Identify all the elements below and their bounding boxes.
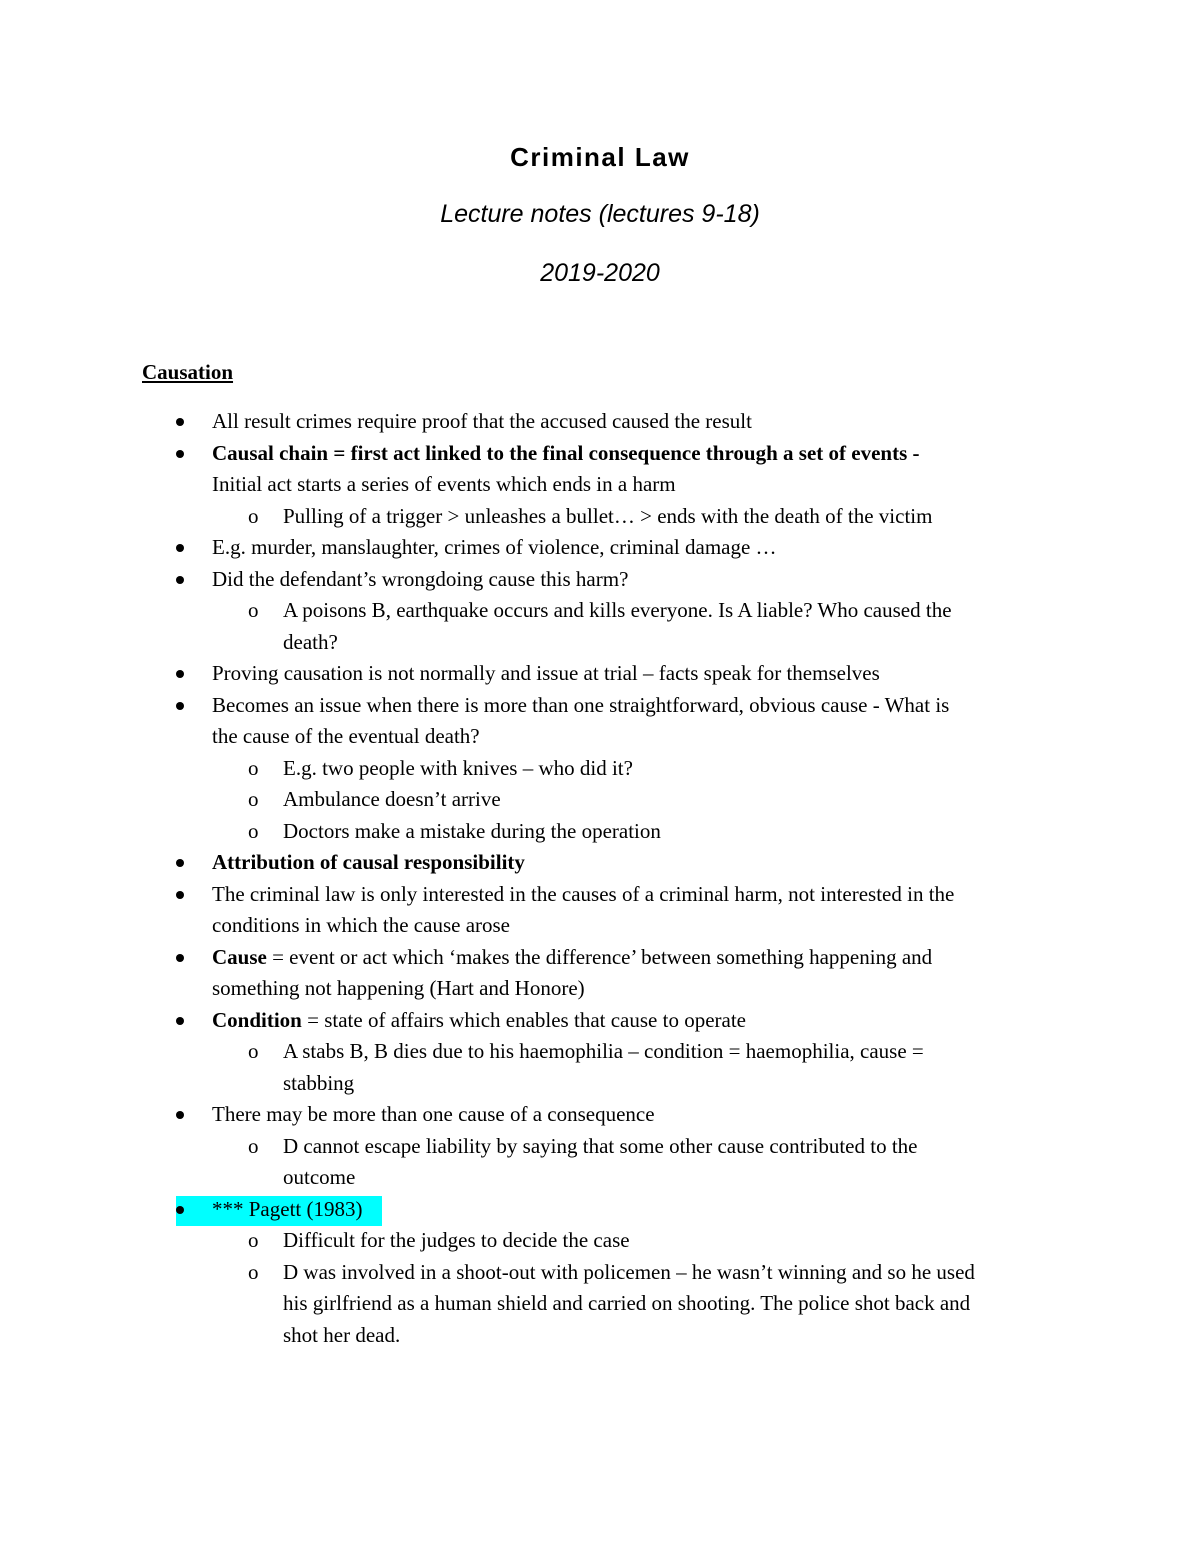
sub-bullet-item: o D cannot escape liability by saying that some other cause contributed to the — [0, 1131, 1200, 1163]
circle-bullet-icon: o — [248, 503, 259, 528]
sub-bullet-continuation: outcome — [283, 1165, 356, 1189]
circle-bullet-icon: o — [248, 755, 259, 780]
bullet-item: Condition = state of affairs which enables that cause to operate — [0, 1005, 1200, 1037]
sub-bullet-continuation: death? — [283, 629, 338, 654]
bullet-item: There may be more than one cause of a consequence — [0, 1099, 1200, 1131]
bullet-icon — [176, 1111, 184, 1119]
circle-bullet-icon: o — [248, 1133, 259, 1158]
circle-bullet-icon: o — [248, 1259, 259, 1284]
bullet-continuation: the cause of the eventual death? — [212, 724, 480, 748]
bullet-item: Becomes an issue when there is more than one straightforward, obvious cause - What is — [0, 690, 1200, 722]
bullet-item: Causal chain = first act linked to the final consequence through a set of events - — [0, 438, 1200, 470]
bullet-icon — [176, 954, 184, 962]
bullet-icon — [176, 891, 184, 899]
sub-bullet-item: o Difficult for the judges to decide the case — [0, 1225, 1200, 1257]
bullet-icon — [176, 544, 184, 552]
document-subtitle: Lecture notes (lectures 9-18) — [440, 200, 760, 228]
highlighted-bullet-item: *** Pagett (1983) — [0, 1194, 1200, 1226]
bullet-continuation: something not happening (Hart and Honore) — [212, 976, 585, 1000]
bullet-item: Cause = event or act which ‘makes the difference’ between something happening and — [0, 942, 1200, 974]
circle-bullet-icon: o — [248, 1228, 259, 1252]
bullet-icon — [176, 1017, 184, 1025]
bullet-icon — [176, 670, 184, 678]
bullet-item: Proving causation is not normally and issue at trial – facts speak for themselves — [0, 658, 1200, 690]
sub-bullet-continuation: shot her dead. — [283, 1322, 401, 1347]
sub-bullet-item: o Doctors make a mistake during the operation — [0, 816, 1200, 848]
sub-bullet-item: o D was involved in a shoot-out with policemen – he wasn’t winning and so he used — [0, 1257, 1200, 1289]
bullet-icon — [176, 702, 184, 710]
circle-bullet-icon: o — [248, 1039, 259, 1063]
bullet-item: All result crimes require proof that the accused caused the result — [0, 406, 1200, 438]
notes-list — [0, 406, 1200, 1351]
bullet-icon — [176, 1206, 184, 1214]
bullet-item: The criminal law is only interested in the causes of a criminal harm, not interested in the — [0, 879, 1200, 911]
bullet-item: Attribution of causal responsibility — [0, 847, 1200, 879]
circle-bullet-icon: o — [248, 818, 259, 843]
sub-bullet-item: o Pulling of a trigger > unleashes a bullet… > ends with the death of the victim — [0, 501, 1200, 533]
section-heading: Causation — [142, 360, 234, 384]
document-title: Criminal Law — [510, 142, 690, 172]
bullet-item: Did the defendant’s wrongdoing cause this harm? — [0, 564, 1200, 596]
academic-year: 2019-2020 — [540, 259, 660, 287]
sub-bullet-item: o Ambulance doesn’t arrive — [0, 784, 1200, 816]
bullet-continuation: Initial act starts a series of events which ends in a harm — [212, 472, 676, 496]
sub-bullet-item: o E.g. two people with knives – who did it? — [0, 753, 1200, 785]
sub-bullet-item: o A stabs B, B dies due to his haemophilia – condition = haemophilia, cause = — [0, 1036, 1200, 1068]
bullet-icon — [176, 576, 184, 584]
bullet-icon — [176, 859, 184, 867]
bullet-item: E.g. murder, manslaughter, crimes of violence, criminal damage … — [0, 532, 1200, 564]
bullet-continuation: conditions in which the cause arose — [212, 913, 510, 937]
circle-bullet-icon: o — [248, 598, 259, 622]
sub-bullet-continuation: stabbing — [283, 1070, 355, 1095]
sub-bullet-item: o A poisons B, earthquake occurs and kills everyone. Is A liable? Who caused the — [0, 595, 1200, 627]
bullet-icon — [176, 418, 184, 426]
sub-bullet-continuation: his girlfriend as a human shield and carried on shooting. The police shot back and — [283, 1291, 971, 1315]
circle-bullet-icon: o — [248, 787, 259, 811]
bullet-icon — [176, 450, 184, 458]
